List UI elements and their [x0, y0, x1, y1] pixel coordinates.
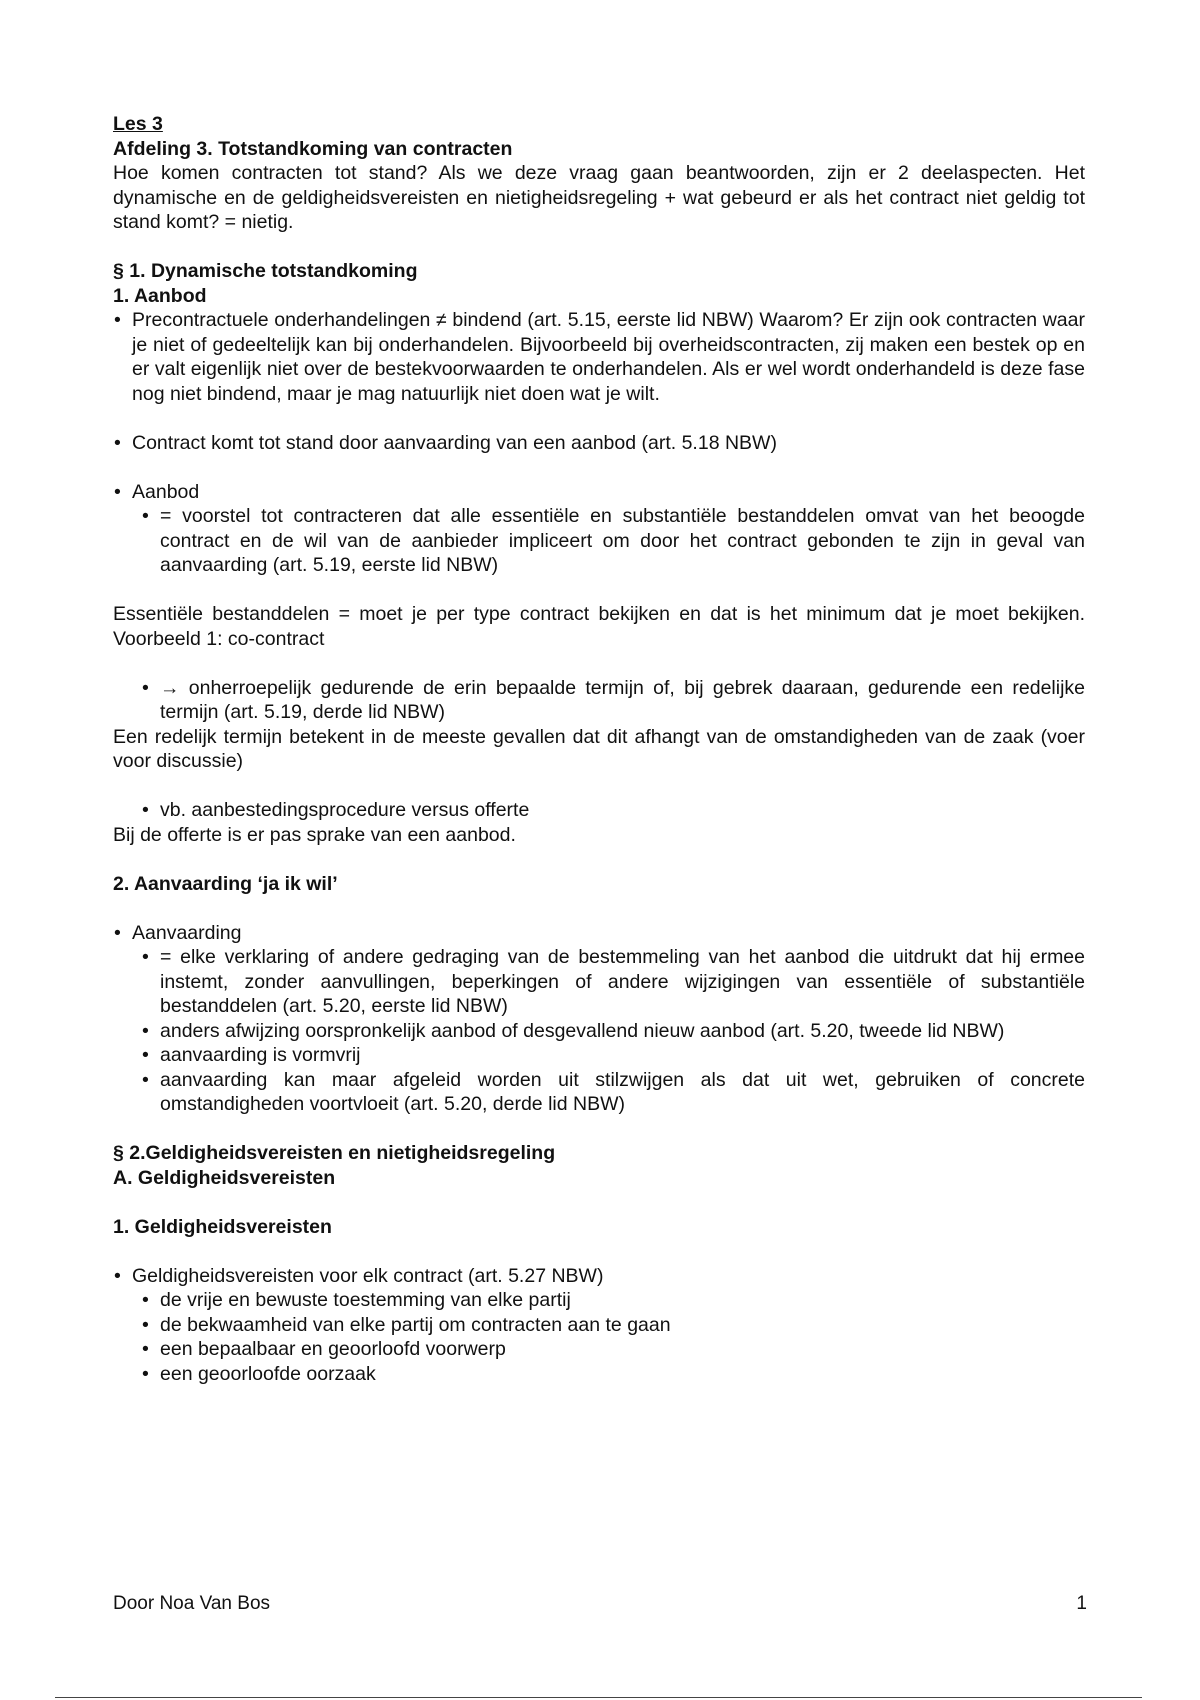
chapter-title: Afdeling 3. Totstandkoming van contracten — [113, 137, 513, 160]
bullet-aanvaarding: • Aanvaarding — [113, 921, 1085, 946]
offerte-paragraph: Bij de offerte is er pas sprake van een aanbod. — [113, 823, 516, 846]
subsection-a-title: A. Geldigheidsvereisten — [113, 1166, 336, 1189]
vereiste-item: • de vrije en bewuste toestemming van elke partij — [113, 1288, 1085, 1313]
aanvaarding-item: • = elke verklaring of andere gedraging van de bestemmeling van het aanbod die uitdrukt dat hij ermee instemt, zonder aanvullingen, beperkingen of andere wijzigingen van essentiële of substantiële bestanddelen (art. 5.20, eerste lid NBW) — [113, 945, 1085, 1019]
bullet-precontractuele: • Precontractuele onderhandelingen ≠ bindend (art. 5.15, eerste lid NBW) Waarom? Er zijn ook contracten waar je niet of gedeeltelijk kan bij onderhandelen. Bijvoorbeeld bij overheidscontracten, zij maken een bestek op en er valt eigenlijk niet over de bestekvoorwaarden te onderhandelen. Als er wel wordt onderhandeld is deze fase nog niet bindend, maar je mag natuurlijk niet doen wat je wilt. — [113, 308, 1085, 406]
section-2-title: § 2.Geldigheidsvereisten en nietigheidsregeling — [113, 1142, 556, 1164]
section-1-title: § 1. Dynamische totstandkoming — [113, 260, 418, 282]
page-bottom-divider — [55, 1697, 1142, 1698]
redelijk-paragraph: Een redelijk termijn betekent in de meeste gevallen dat dit afhangt van de omstandigheden van de zaak (voer voor discussie) — [113, 725, 1085, 772]
vereiste-item: • een geoorloofde oorzaak — [113, 1362, 1085, 1387]
subsection-aanvaarding-title: 2. Aanvaarding ‘ja ik wil’ — [113, 872, 338, 895]
bullet-aanbod: • Aanbod — [113, 480, 1085, 505]
bullet-geldigheidsvereisten: • Geldigheidsvereisten voor elk contract (art. 5.27 NBW) — [113, 1264, 1085, 1289]
aanvaarding-item: • anders afwijzing oorspronkelijk aanbod of desgevallend nieuw aanbod (art. 5.20, tweede lid NBW) — [113, 1019, 1085, 1044]
vereiste-item: • de bekwaamheid van elke partij om contracten aan te gaan — [113, 1313, 1085, 1338]
bullet-aanbod-definition: • = voorstel tot contracteren dat alle essentiële en substantiële bestanddelen omvat van het beoogde contract en de wil van de aanbieder impliceert om door het contract gebonden te zijn in geval van aanvaarding (art. 5.19, eerste lid NBW) — [113, 504, 1085, 578]
bullet-onherroepelijk: • → onherroepelijk gedurende de erin bepaalde termijn of, bij gebrek daaraan, gedurende een redelijke termijn (art. 5.19, derde lid NBW) — [113, 676, 1085, 725]
page-content — [113, 112, 1085, 1386]
bullet-contract-totstand: • Contract komt tot stand door aanvaarding van een aanbod (art. 5.18 NBW) — [113, 431, 1085, 456]
aanvaarding-item: • aanvaarding kan maar afgeleid worden uit stilzwijgen als dat uit wet, gebruiken of concrete omstandigheden voortvloeit (art. 5.20, derde lid NBW) — [113, 1068, 1085, 1117]
vereiste-item: • een bepaalbaar en geoorloofd voorwerp — [113, 1337, 1085, 1362]
intro-paragraph: Hoe komen contracten tot stand? Als we deze vraag gaan beantwoorden, zijn er 2 deelaspecten. Het dynamische en de geldigheidsvereisten en nietigheidsregeling + wat gebeurd er als het contract niet geldig tot stand komt? = nietig. — [113, 162, 1085, 233]
bullet-vb: • vb. aanbestedingsprocedure versus offerte — [113, 798, 1085, 823]
lesson-title: Les 3 — [113, 113, 163, 135]
aanvaarding-item: • aanvaarding is vormvrij — [113, 1043, 1085, 1068]
essentiele-paragraph: Essentiële bestanddelen = moet je per type contract bekijken en dat is het minimum dat je moet bekijken. Voorbeeld 1: co-contract — [113, 603, 1085, 650]
subsection-aanbod-title: 1. Aanbod — [113, 284, 207, 307]
footer-author: Door Noa Van Bos — [113, 1593, 271, 1614]
subsection-geldigheidsvereisten-title: 1. Geldigheidsvereisten — [113, 1215, 332, 1238]
footer-page-number: 1 — [1076, 1593, 1087, 1614]
